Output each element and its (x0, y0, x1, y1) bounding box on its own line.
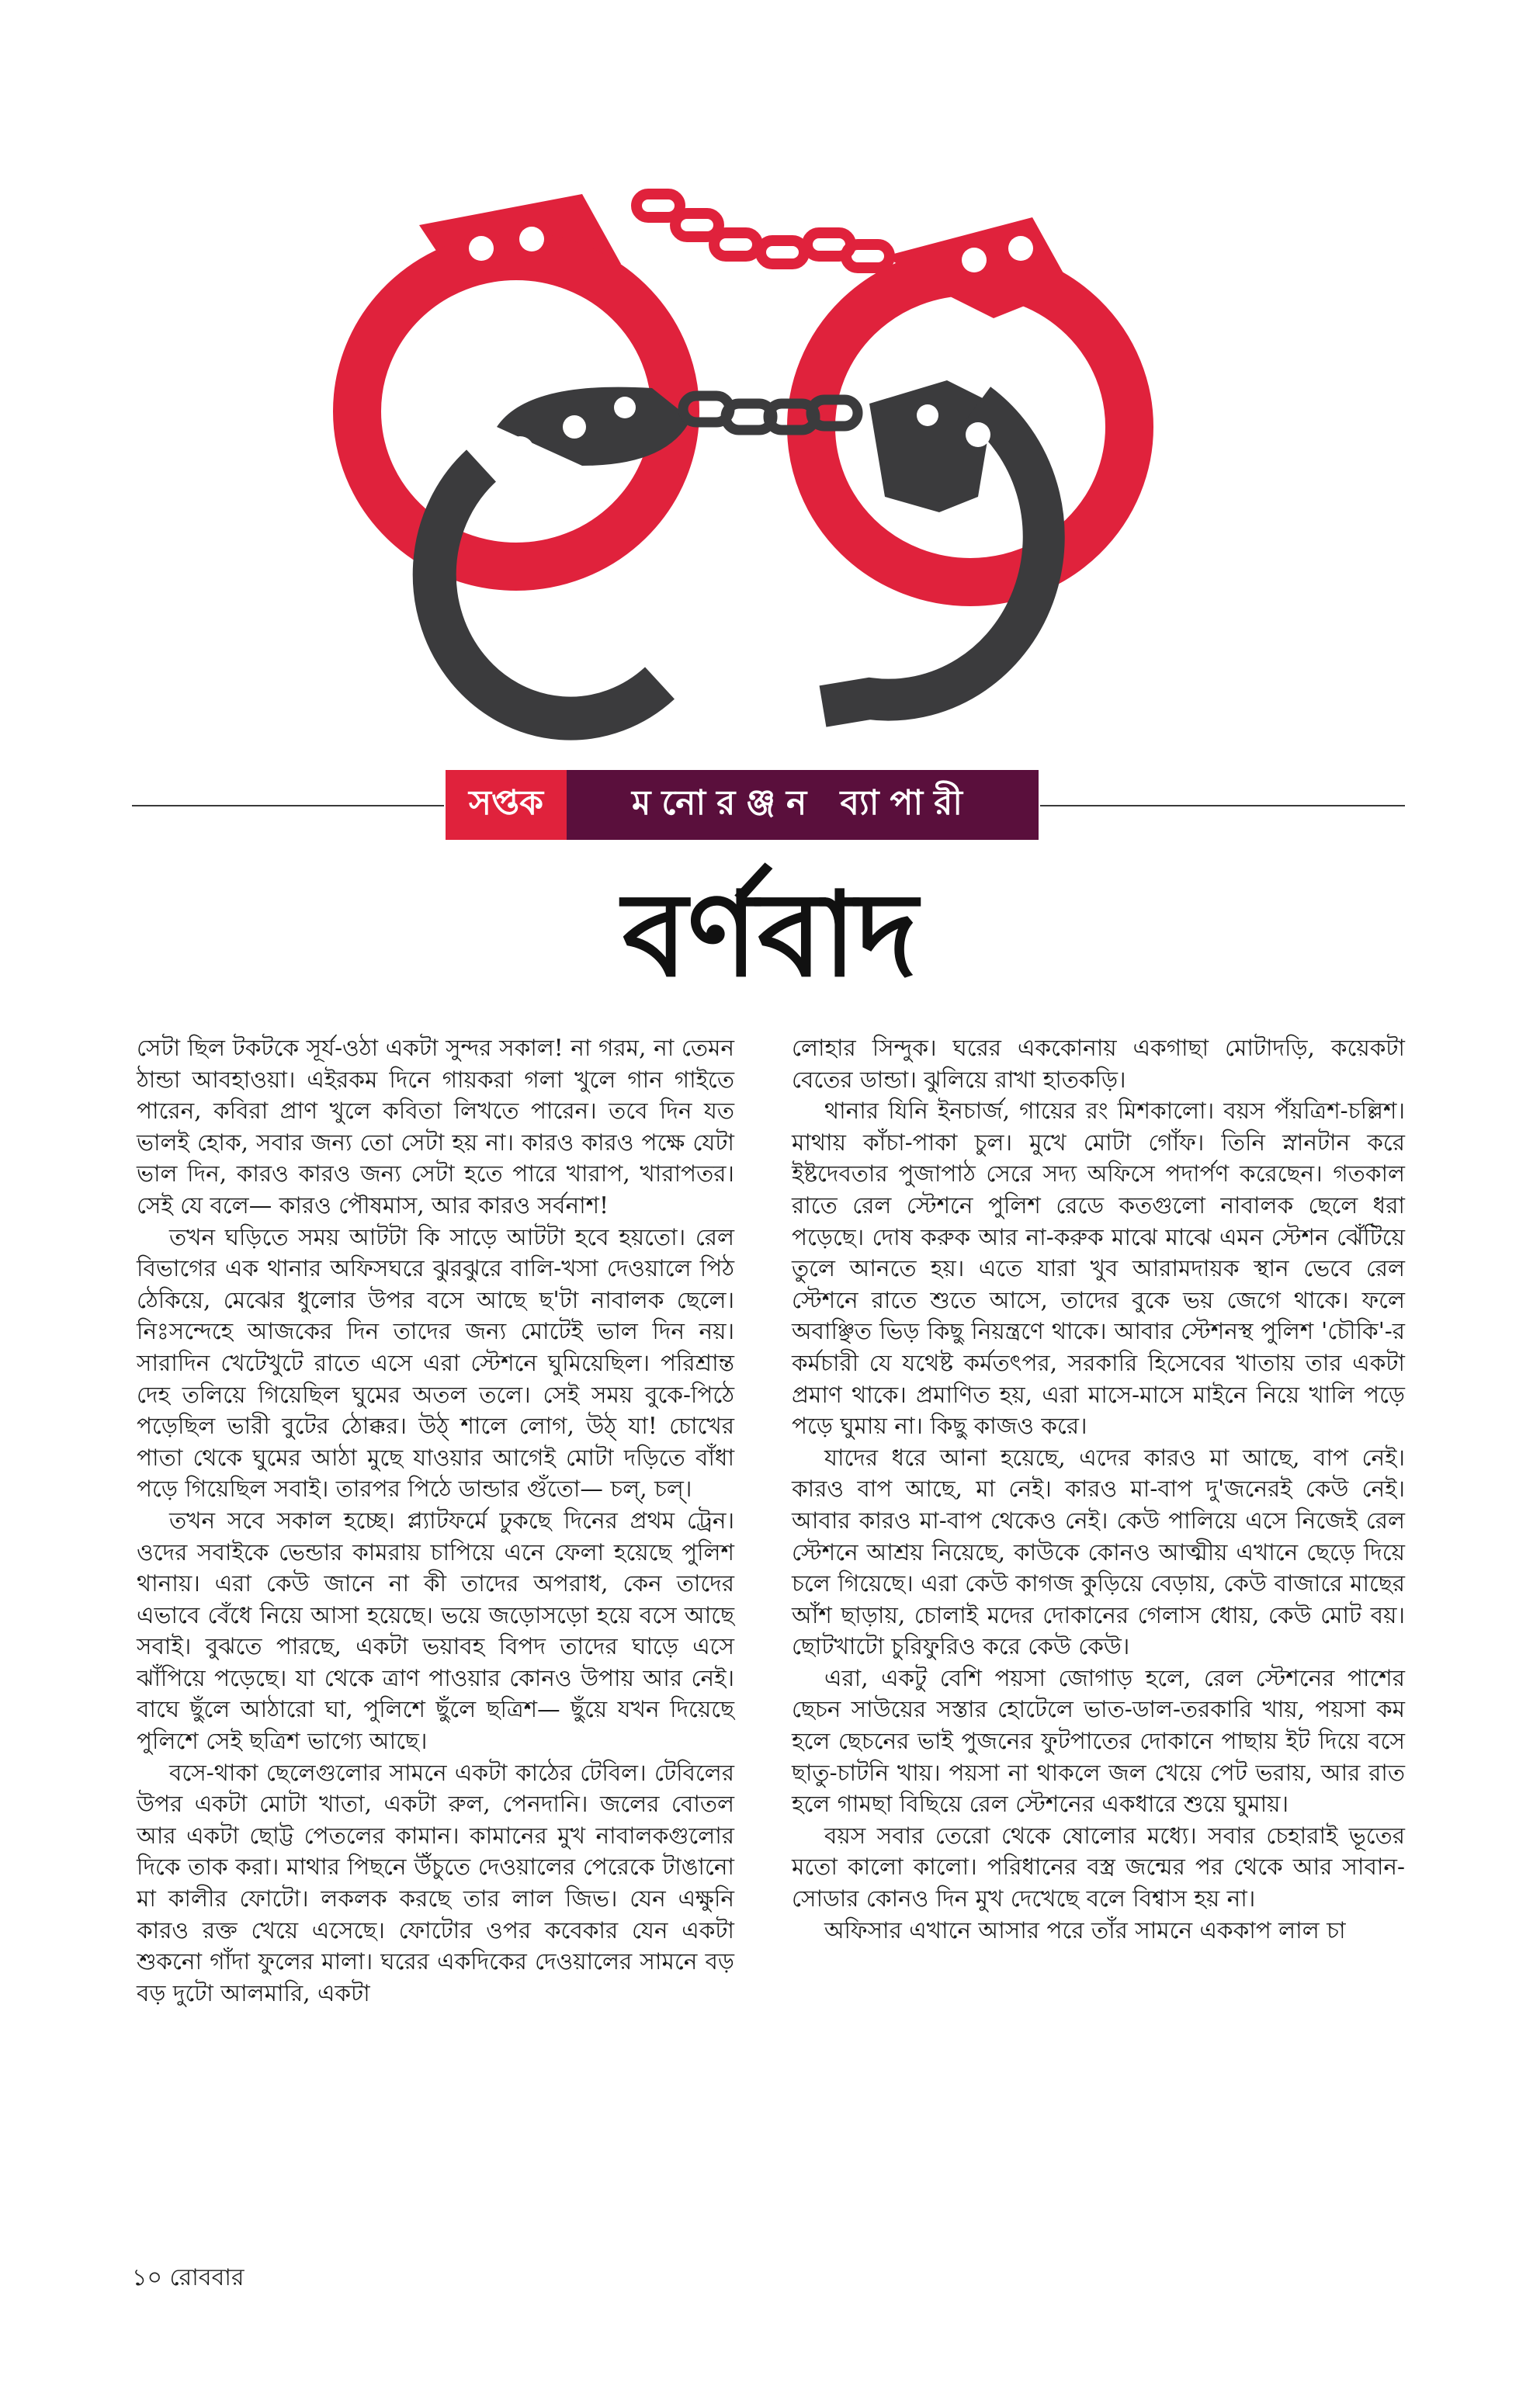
page-folio: ১০ রোববার (132, 2264, 245, 2291)
paragraph: অফিসার এখানে আসার পরে তাঁর সামনে এককাপ লাল চা (824, 1916, 1346, 1944)
paragraph: বসে-থাকা ছেলেগুলোর সামনে একটা কাঠের টেবিল। টেবিলের উপর একটা মোটা খাতা, একটা রুল, পেনদানি। জলের বোতল আর একটা ছোট্ট পেতলের কামান। কামানের মুখ নাবালকগুলোর দিকে তাক করা। মাথার পিছনে উঁচুতে দেওয়ালের পেরেকে টাঙানো মা কালীর ফোটো। লকলক করছে তার লাল জিভ। যেন এক্ষুনি কারও রক্ত খেয়ে এসেছে। ফোটোর ওপর কবেকার যেন একটা শুকনো গাঁদা ফুলের মালা। ঘরের একদিকের দেওয়ালের সামনে বড় বড় দুটো আলমারি, একটা (137, 1759, 734, 2006)
paragraph: তখন ঘড়িতে সময় আটটা কি সাড়ে আটটা হবে হয়তো। রেল বিভাগের এক থানার অফিসঘরে ঝুরঝুরে বালি-খসা দেওয়ালে পিঠ ঠেকিয়ে, মেঝের ধুলোর উপর বসে আছে ছ'টা নাবালক ছেলে। নিঃসন্দেহে আজকের দিন তাদের জন্য মোটেই ভাল দিন নয়। সারাদিন খেটেখুটে রাতে এসে এরা স্টেশনে ঘুমিয়েছিল। পরিশ্রান্ত দেহ তলিয়ে গিয়েছিল ঘুমের অতল তলে। সেই সময় বুকে-পিঠে পড়েছিল ভারী বুটের ঠোক্কর। উঠ্ শালে লোগ, উঠ্ যা! চোখের পাতা থেকে ঘুমের আঠা মুছে যাওয়ার আগেই মোটা দড়িতে বাঁধা পড়ে গিয়েছিল সবাই। তারপর পিঠে ডান্ডার গুঁতো— চল্, চল্। (137, 1223, 734, 1503)
header-rule-left (132, 805, 444, 806)
header-rule-right (1040, 805, 1405, 806)
paragraph: লোহার সিন্দুক। ঘরের এককোনায় একগাছা মোটাদড়ি, কয়েকটা বেতের ডান্ডা। ঝুলিয়ে রাখা হাতকড়ি। (792, 1035, 1405, 1093)
paragraph: যাদের ধরে আনা হয়েছে, এদের কারও মা আছে, বাপ নেই। কারও বাপ আছে, মা নেই। কারও মা-বাপ দু'জনেরই কেউ নেই। আবার কারও মা-বাপ থেকেও নেই। কেউ পালিয়ে এসে নিজেই রেল স্টেশনে আশ্রয় নিয়েছে, কাউকে কোনও আত্মীয় এখানে ছেড়ে দিয়ে চলে গিয়েছে। এরা কেউ কাগজ কুড়িয়ে বেড়ায়, কেউ বাজারে মাছের আঁশ ছাড়ায়, চোলাই মদের দোকানের গেলাস ধোয়, কেউ মোট বয়। ছোটখাটো চুরিফুরিও করে কেউ কেউ। (792, 1444, 1405, 1660)
red-handcuff (357, 194, 1129, 582)
paragraph: থানার যিনি ইনচার্জ, গায়ের রং মিশকালো। বয়স পঁয়ত্রিশ-চল্লিশ। মাথায় কাঁচা-পাকা চুল। মুখে মোটা গোঁফ। তিনি স্নানটান করে ইষ্টদেবতার পুজাপাঠ সেরে সদ্য অফিসে পদার্পণ করেছেন। গতকাল রাতে রেল স্টেশনে পুলিশ রেডে কতগুলো নাবালক ছেলে ধরা পড়েছে। দোষ করুক আর না-করুক মাঝে মাঝে এমন স্টেশন ঝেঁটিয়ে তুলে আনতে হয়। এতে যারা খুব আরামদায়ক স্থান ভেবে রেল স্টেশনে রাতে শুতে আসে, তাদের বুকে ভয় জেগে থাকে। ফলে অবাঞ্ছিত ভিড় কিছু নিয়ন্ত্রণে থাকে। আবার স্টেশনস্থ পুলিশ 'চৌকি'-র কর্মচারী যে যথেষ্ট কর্মতৎপর, সরকারি হিসেবের খাতায় তার একটা প্রমাণ থাকে। প্রমাণিত হয়, এরা মাসে-মাসে মাইনে নিয়ে খালি পড়ে পড়ে ঘুমায় না। কিছু কাজও করে। (792, 1098, 1405, 1440)
paragraph: বয়স সবার তেরো থেকে ষোলোর মধ্যে। সবার চেহারাই ভূতের মতো কালো কালো। পরিধানের বস্ত্র জন্মের পর থেকে আর সাবান-সোডার কোনও দিন মুখ দেখেছে বলে বিশ্বাস হয় না। (792, 1822, 1405, 1913)
article-column-left (137, 1032, 734, 2009)
article-column-right (792, 1032, 1405, 1946)
handcuffs-illustration (326, 171, 1195, 745)
author-name: মনোরঞ্জন ব্যাপারী (567, 770, 1039, 840)
paragraph: সেটা ছিল টকটকে সূর্য-ওঠা একটা সুন্দর সকাল! না গরম, না তেমন ঠান্ডা আবহাওয়া। এইরকম দিনে গায়করা গলা খুলে গান গাইতে পারেন, কবিরা প্রাণ খুলে কবিতা লিখতে পারেন। তবে দিন যত ভালই হোক, সবার জন্য তো সেটা হয় না। কারও কারও পক্ষে যেটা ভাল দিন, কারও কারও জন্য সেটা হতে পারে খারাপ, খারাপতর। সেই যে বলে— কারও পৌষমাস, আর কারও সর্বনাশ! (137, 1035, 734, 1219)
paragraph: তখন সবে সকাল হচ্ছে। প্ল্যাটফর্মে ঢুকছে দিনের প্রথম ট্রেন। ওদের সবাইকে ভেন্ডার কামরায় চাপিয়ে এনে ফেলা হয়েছে পুলিশ থানায়। এরা কেউ জানে না কী তাদের অপরাধ, কেন তাদের এভাবে বেঁধে নিয়ে আসা হয়েছে। ভয়ে জড়োসড়ো হয়ে বসে আছে সবাই। বুঝতে পারছে, একটা ভয়াবহ বিপদ তাদের ঘাড়ে এসে ঝাঁপিয়ে পড়েছে। যা থেকে ত্রাণ পাওয়ার কোনও উপায় আর নেই। বাঘে ছুঁলে আঠারো ঘা, পুলিশে ছুঁলে ছত্রিশ— ছুঁয়ে যখন দিয়েছে পুলিশে সেই ছত্রিশ ভাগ্যে আছে। (137, 1507, 734, 1755)
article-title: বর্ণবাদ (623, 868, 917, 1003)
series-label: সপ্তক (446, 770, 567, 840)
paragraph: এরা, একটু বেশি পয়সা জোগাড় হলে, রেল স্টেশনের পাশের ছেচন সাউয়ের সস্তার হোটেলে ভাত-ডাল-তরকারি খায়, পয়সা কম হলে ছেচনের ভাই পুজনের ফুটপাতের দোকানে পাছায় ইট দিয়ে বসে ছাতু-চাটনি খায়। পয়সা না থাকলে জল খেয়ে পেট ভরায়, আর রাত হলে গামছা বিছিয়ে রেল স্টেশনের একধারে শুয়ে ঘুমায়। (792, 1664, 1405, 1818)
